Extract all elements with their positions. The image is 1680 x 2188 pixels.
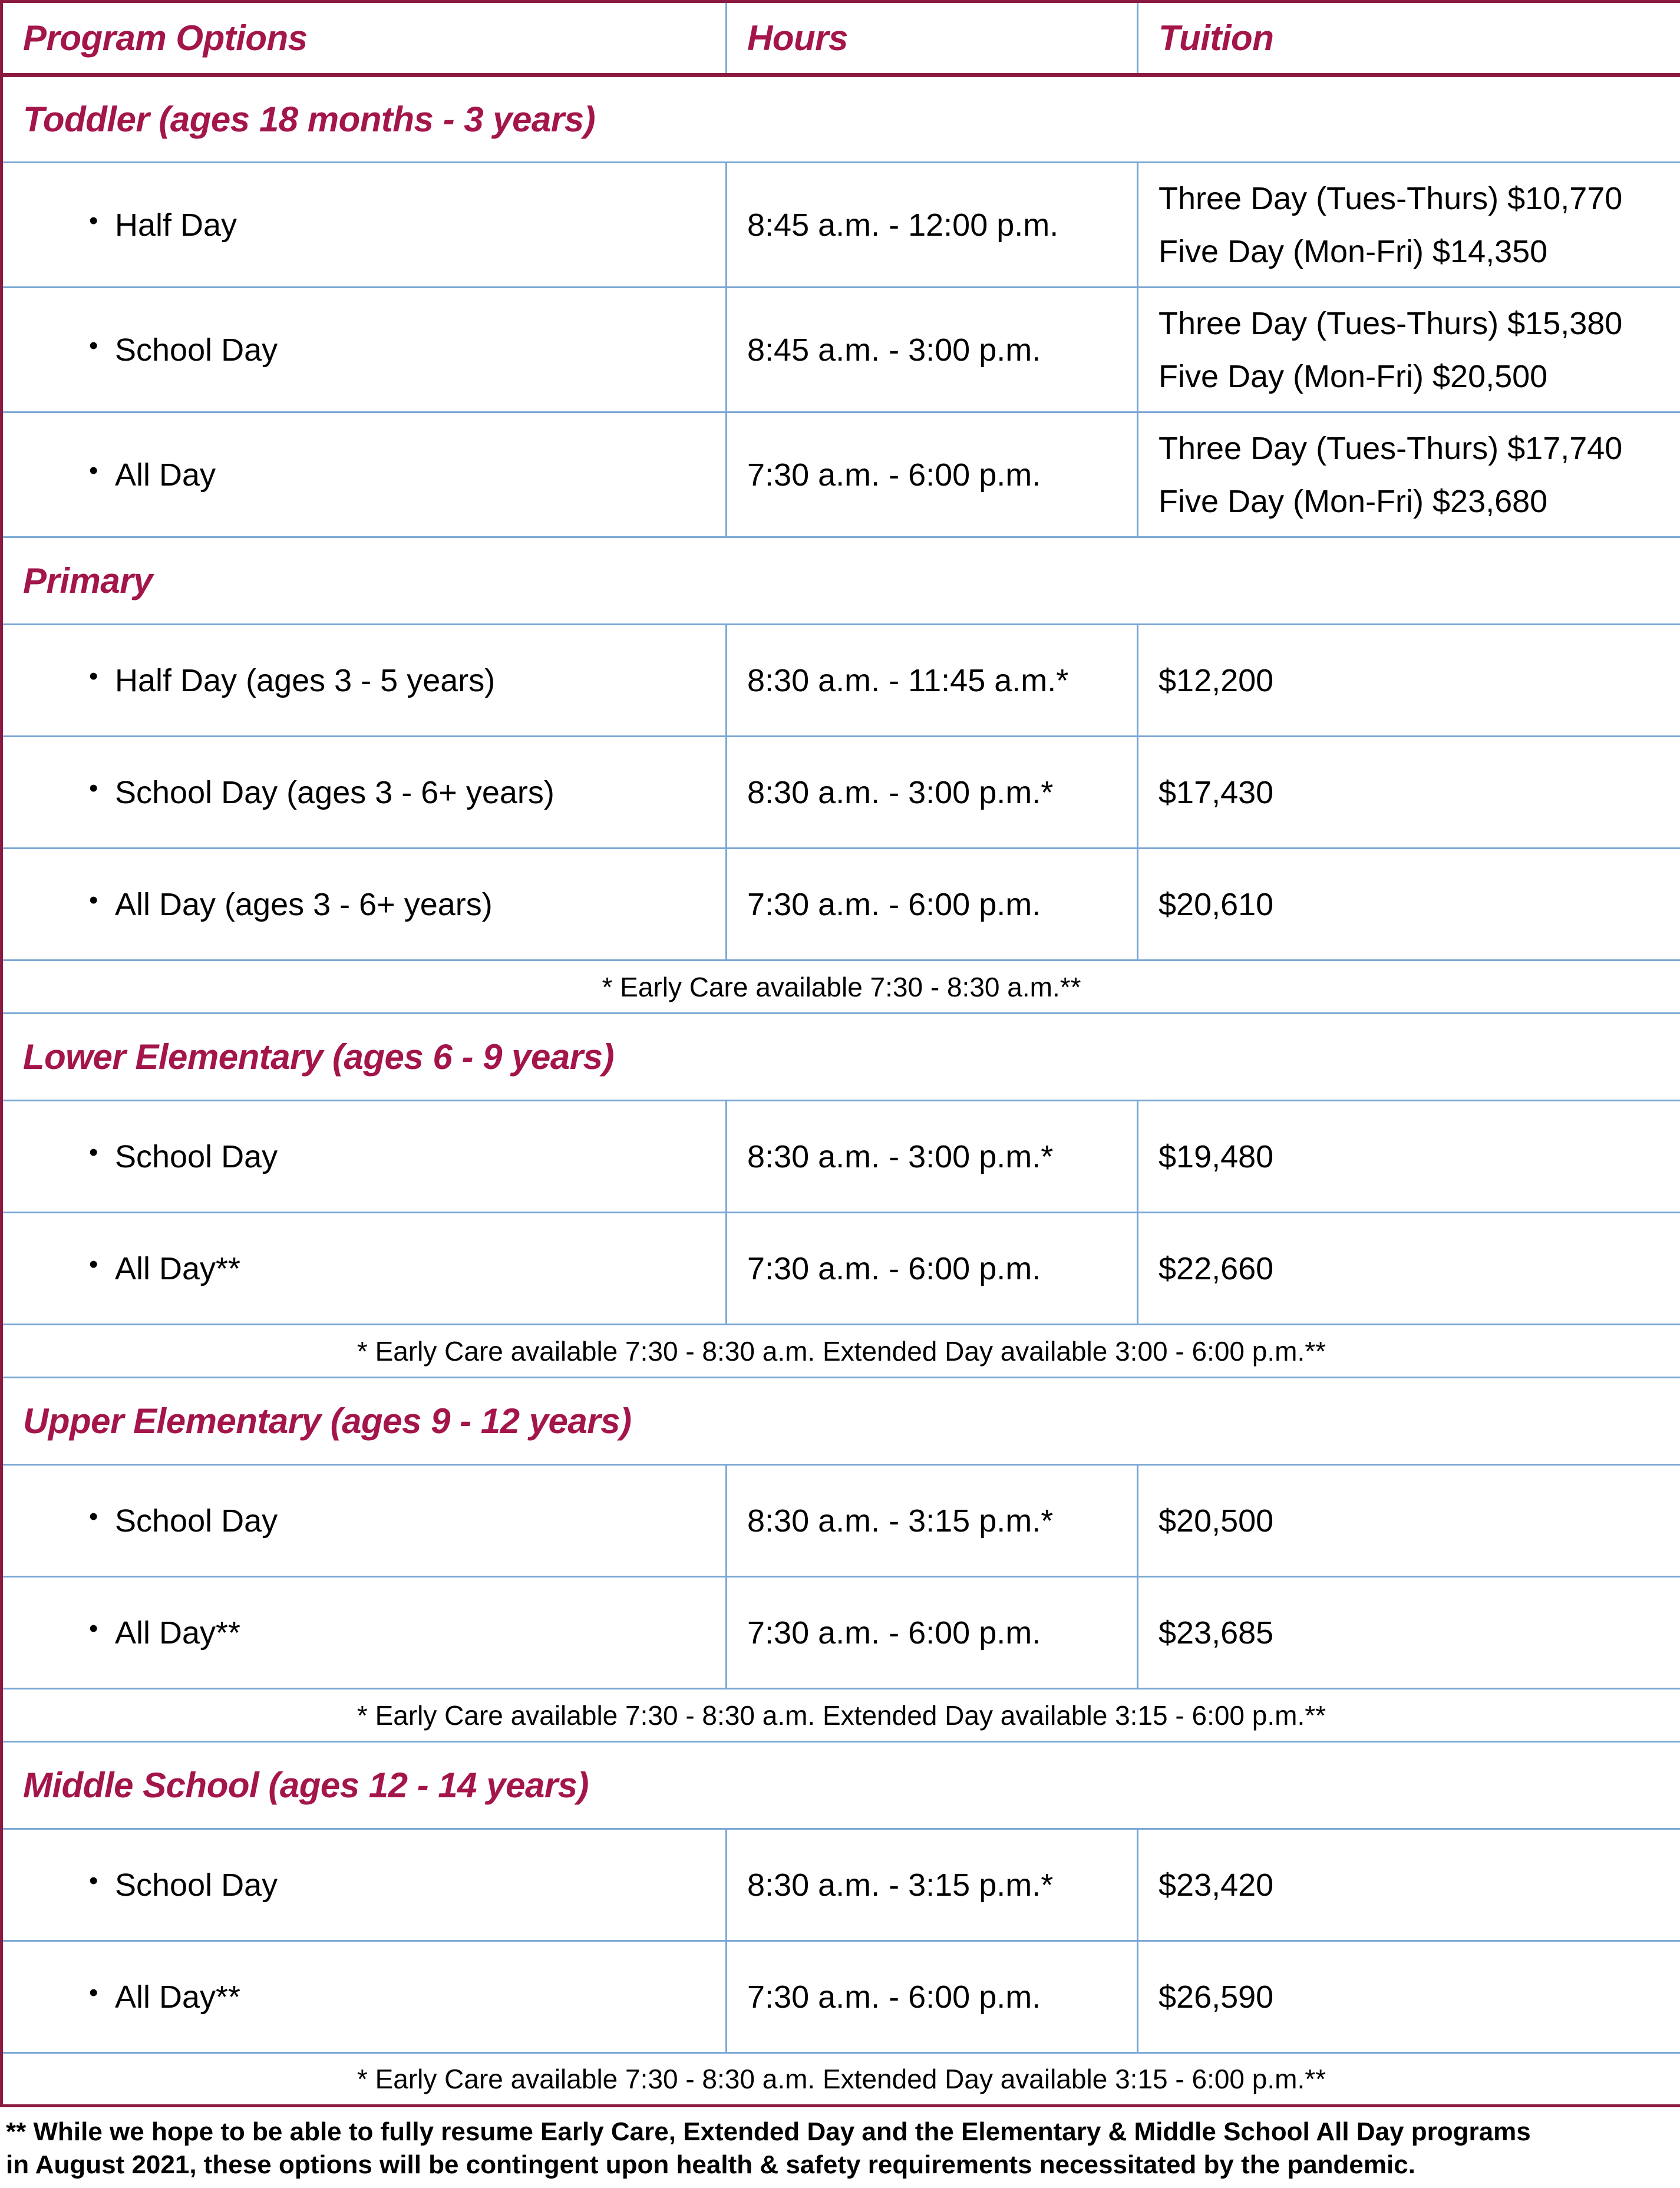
tuition-cell bbox=[1138, 849, 1680, 961]
table-row bbox=[2, 1829, 1680, 1941]
program-option-label: • School Day bbox=[115, 1139, 278, 1174]
section-header-row bbox=[2, 537, 1680, 625]
hours-value: 7:30 a.m. - 6:00 p.m. bbox=[747, 457, 1041, 493]
tuition-value: $12,200 bbox=[1158, 665, 1660, 697]
hours-cell bbox=[727, 849, 1138, 961]
section-header-row bbox=[2, 1014, 1680, 1101]
section-footnote-cell bbox=[2, 961, 1680, 1014]
tuition-cell bbox=[1138, 1577, 1680, 1689]
program-option-cell bbox=[2, 737, 727, 849]
table-row bbox=[2, 625, 1680, 737]
section-footnote-text: * Early Care available 7:30 - 8:30 a.m. Extended Day available 3:00 - 6:00 p.m.** bbox=[357, 1336, 1326, 1367]
section-title: Toddler (ages 18 months - 3 years) bbox=[23, 100, 595, 139]
hours-cell bbox=[727, 288, 1138, 412]
program-option-cell bbox=[2, 1829, 727, 1941]
table-row bbox=[2, 1941, 1680, 2053]
tuition-value: Five Day (Mon-Fri) $23,680 bbox=[1158, 486, 1660, 517]
hours-cell bbox=[727, 1829, 1138, 1941]
hours-cell bbox=[727, 1213, 1138, 1325]
tuition-cell bbox=[1138, 1829, 1680, 1941]
program-option-label: • School Day bbox=[115, 1867, 278, 1903]
section-header-cell bbox=[2, 1378, 1680, 1465]
hours-cell bbox=[727, 1941, 1138, 2053]
section-header-row bbox=[2, 1378, 1680, 1465]
program-option-label: • School Day bbox=[115, 332, 278, 368]
program-option-label: • All Day** bbox=[115, 1979, 240, 2015]
hours-value: 8:45 a.m. - 3:00 p.m. bbox=[747, 332, 1041, 368]
tuition-cell bbox=[1138, 412, 1680, 537]
tuition-value: $19,480 bbox=[1158, 1141, 1660, 1173]
tuition-value: $17,430 bbox=[1158, 777, 1660, 808]
disclaimer-line-1: ** While we hope to be able to fully resume Early Care, Extended Day and the Elementary & Middle School All Day programs bbox=[6, 2116, 1674, 2149]
program-option-cell bbox=[2, 1213, 727, 1325]
program-option-label: • School Day bbox=[115, 1503, 278, 1539]
table-row bbox=[2, 1465, 1680, 1577]
tuition-value: Three Day (Tues-Thurs) $10,770 bbox=[1158, 183, 1660, 214]
program-option-cell bbox=[2, 163, 727, 288]
hours-value: 8:30 a.m. - 11:45 a.m.* bbox=[747, 663, 1068, 698]
hours-value: 8:30 a.m. - 3:15 p.m.* bbox=[747, 1503, 1053, 1539]
table-row bbox=[2, 288, 1680, 412]
section-header-cell bbox=[2, 537, 1680, 625]
program-option-label: • All Day** bbox=[115, 1615, 240, 1651]
program-option-label: • Half Day (ages 3 - 5 years) bbox=[115, 663, 495, 698]
hours-value: 7:30 a.m. - 6:00 p.m. bbox=[747, 1615, 1041, 1651]
tuition-value: Five Day (Mon-Fri) $20,500 bbox=[1158, 361, 1660, 392]
program-option-label: • All Day (ages 3 - 6+ years) bbox=[115, 887, 493, 922]
hours-cell bbox=[727, 1465, 1138, 1577]
tuition-value: $23,420 bbox=[1158, 1869, 1660, 1901]
disclaimer-line-2: in August 2021, these options will be contingent upon health & safety requirements necessitated by the pandemic. bbox=[6, 2149, 1674, 2182]
section-header-row bbox=[2, 75, 1680, 163]
tuition-value: Three Day (Tues-Thurs) $17,740 bbox=[1158, 433, 1660, 464]
table-row bbox=[2, 1101, 1680, 1213]
column-header-hours bbox=[727, 2, 1138, 75]
hours-cell bbox=[727, 412, 1138, 537]
column-header-hours-label: Hours bbox=[747, 18, 848, 58]
program-option-label: • Half Day bbox=[115, 207, 237, 243]
table-row bbox=[2, 849, 1680, 961]
tuition-cell bbox=[1138, 625, 1680, 737]
tuition-cell bbox=[1138, 1213, 1680, 1325]
program-option-cell bbox=[2, 1465, 727, 1577]
section-footnote-row bbox=[2, 1689, 1680, 1742]
tuition-value: Five Day (Mon-Fri) $14,350 bbox=[1158, 236, 1660, 268]
hours-value: 8:30 a.m. - 3:00 p.m.* bbox=[747, 775, 1053, 810]
tuition-value: $23,685 bbox=[1158, 1617, 1660, 1649]
column-header-program-options-label: Program Options bbox=[23, 18, 308, 58]
table-body bbox=[2, 75, 1680, 2106]
section-footnote-cell bbox=[2, 1325, 1680, 1378]
section-footnote-row bbox=[2, 1325, 1680, 1378]
tuition-value: $22,660 bbox=[1158, 1253, 1660, 1285]
section-title: Primary bbox=[23, 561, 153, 600]
program-option-label: • All Day bbox=[115, 457, 216, 493]
program-option-cell bbox=[2, 1577, 727, 1689]
tuition-value: $26,590 bbox=[1158, 1981, 1660, 2013]
section-title: Middle School (ages 12 - 14 years) bbox=[23, 1765, 589, 1805]
tuition-value: Three Day (Tues-Thurs) $15,380 bbox=[1158, 308, 1660, 339]
table-row bbox=[2, 1213, 1680, 1325]
program-option-cell bbox=[2, 625, 727, 737]
tuition-value: $20,500 bbox=[1158, 1505, 1660, 1537]
hours-value: 8:45 a.m. - 12:00 p.m. bbox=[747, 207, 1058, 243]
section-header-cell bbox=[2, 1742, 1680, 1829]
program-option-cell bbox=[2, 849, 727, 961]
tuition-cell bbox=[1138, 1465, 1680, 1577]
tuition-value: $20,610 bbox=[1158, 889, 1660, 920]
section-footnote-text: * Early Care available 7:30 - 8:30 a.m. Extended Day available 3:15 - 6:00 p.m.** bbox=[357, 2064, 1326, 2094]
hours-cell bbox=[727, 1577, 1138, 1689]
column-header-tuition bbox=[1138, 2, 1680, 75]
table-row bbox=[2, 163, 1680, 288]
table-row bbox=[2, 412, 1680, 537]
hours-value: 8:30 a.m. - 3:00 p.m.* bbox=[747, 1139, 1053, 1174]
program-option-label: • All Day** bbox=[115, 1251, 240, 1286]
table-head bbox=[2, 2, 1680, 75]
section-title: Upper Elementary (ages 9 - 12 years) bbox=[23, 1401, 632, 1441]
program-option-label: • School Day (ages 3 - 6+ years) bbox=[115, 775, 555, 810]
hours-cell bbox=[727, 625, 1138, 737]
table-row bbox=[2, 737, 1680, 849]
tuition-cell bbox=[1138, 163, 1680, 288]
tuition-cell bbox=[1138, 737, 1680, 849]
program-option-cell bbox=[2, 288, 727, 412]
hours-cell bbox=[727, 163, 1138, 288]
program-option-cell bbox=[2, 1101, 727, 1213]
tuition-cell bbox=[1138, 1941, 1680, 2053]
section-header-cell bbox=[2, 75, 1680, 163]
hours-value: 8:30 a.m. - 3:15 p.m.* bbox=[747, 1867, 1053, 1903]
tuition-cell bbox=[1138, 1101, 1680, 1213]
tuition-cell bbox=[1138, 288, 1680, 412]
hours-cell bbox=[727, 1101, 1138, 1213]
section-footnote-cell bbox=[2, 1689, 1680, 1742]
table-header-row bbox=[2, 2, 1680, 75]
hours-value: 7:30 a.m. - 6:00 p.m. bbox=[747, 1979, 1041, 2015]
pandemic-disclaimer bbox=[0, 2107, 1680, 2188]
section-title: Lower Elementary (ages 6 - 9 years) bbox=[23, 1037, 614, 1077]
column-header-tuition-label: Tuition bbox=[1158, 18, 1273, 58]
section-footnote-row bbox=[2, 961, 1680, 1014]
section-footnote-cell bbox=[2, 2053, 1680, 2106]
program-option-cell bbox=[2, 412, 727, 537]
hours-value: 7:30 a.m. - 6:00 p.m. bbox=[747, 1251, 1041, 1286]
column-header-program-options bbox=[2, 2, 727, 75]
section-footnote-text: * Early Care available 7:30 - 8:30 a.m.** bbox=[602, 972, 1081, 1002]
program-option-cell bbox=[2, 1941, 727, 2053]
hours-value: 7:30 a.m. - 6:00 p.m. bbox=[747, 887, 1041, 922]
section-header-cell bbox=[2, 1014, 1680, 1101]
hours-cell bbox=[727, 737, 1138, 849]
section-footnote-row bbox=[2, 2053, 1680, 2106]
section-footnote-text: * Early Care available 7:30 - 8:30 a.m. Extended Day available 3:15 - 6:00 p.m.** bbox=[357, 1700, 1326, 1731]
section-header-row bbox=[2, 1742, 1680, 1829]
table-row bbox=[2, 1577, 1680, 1689]
